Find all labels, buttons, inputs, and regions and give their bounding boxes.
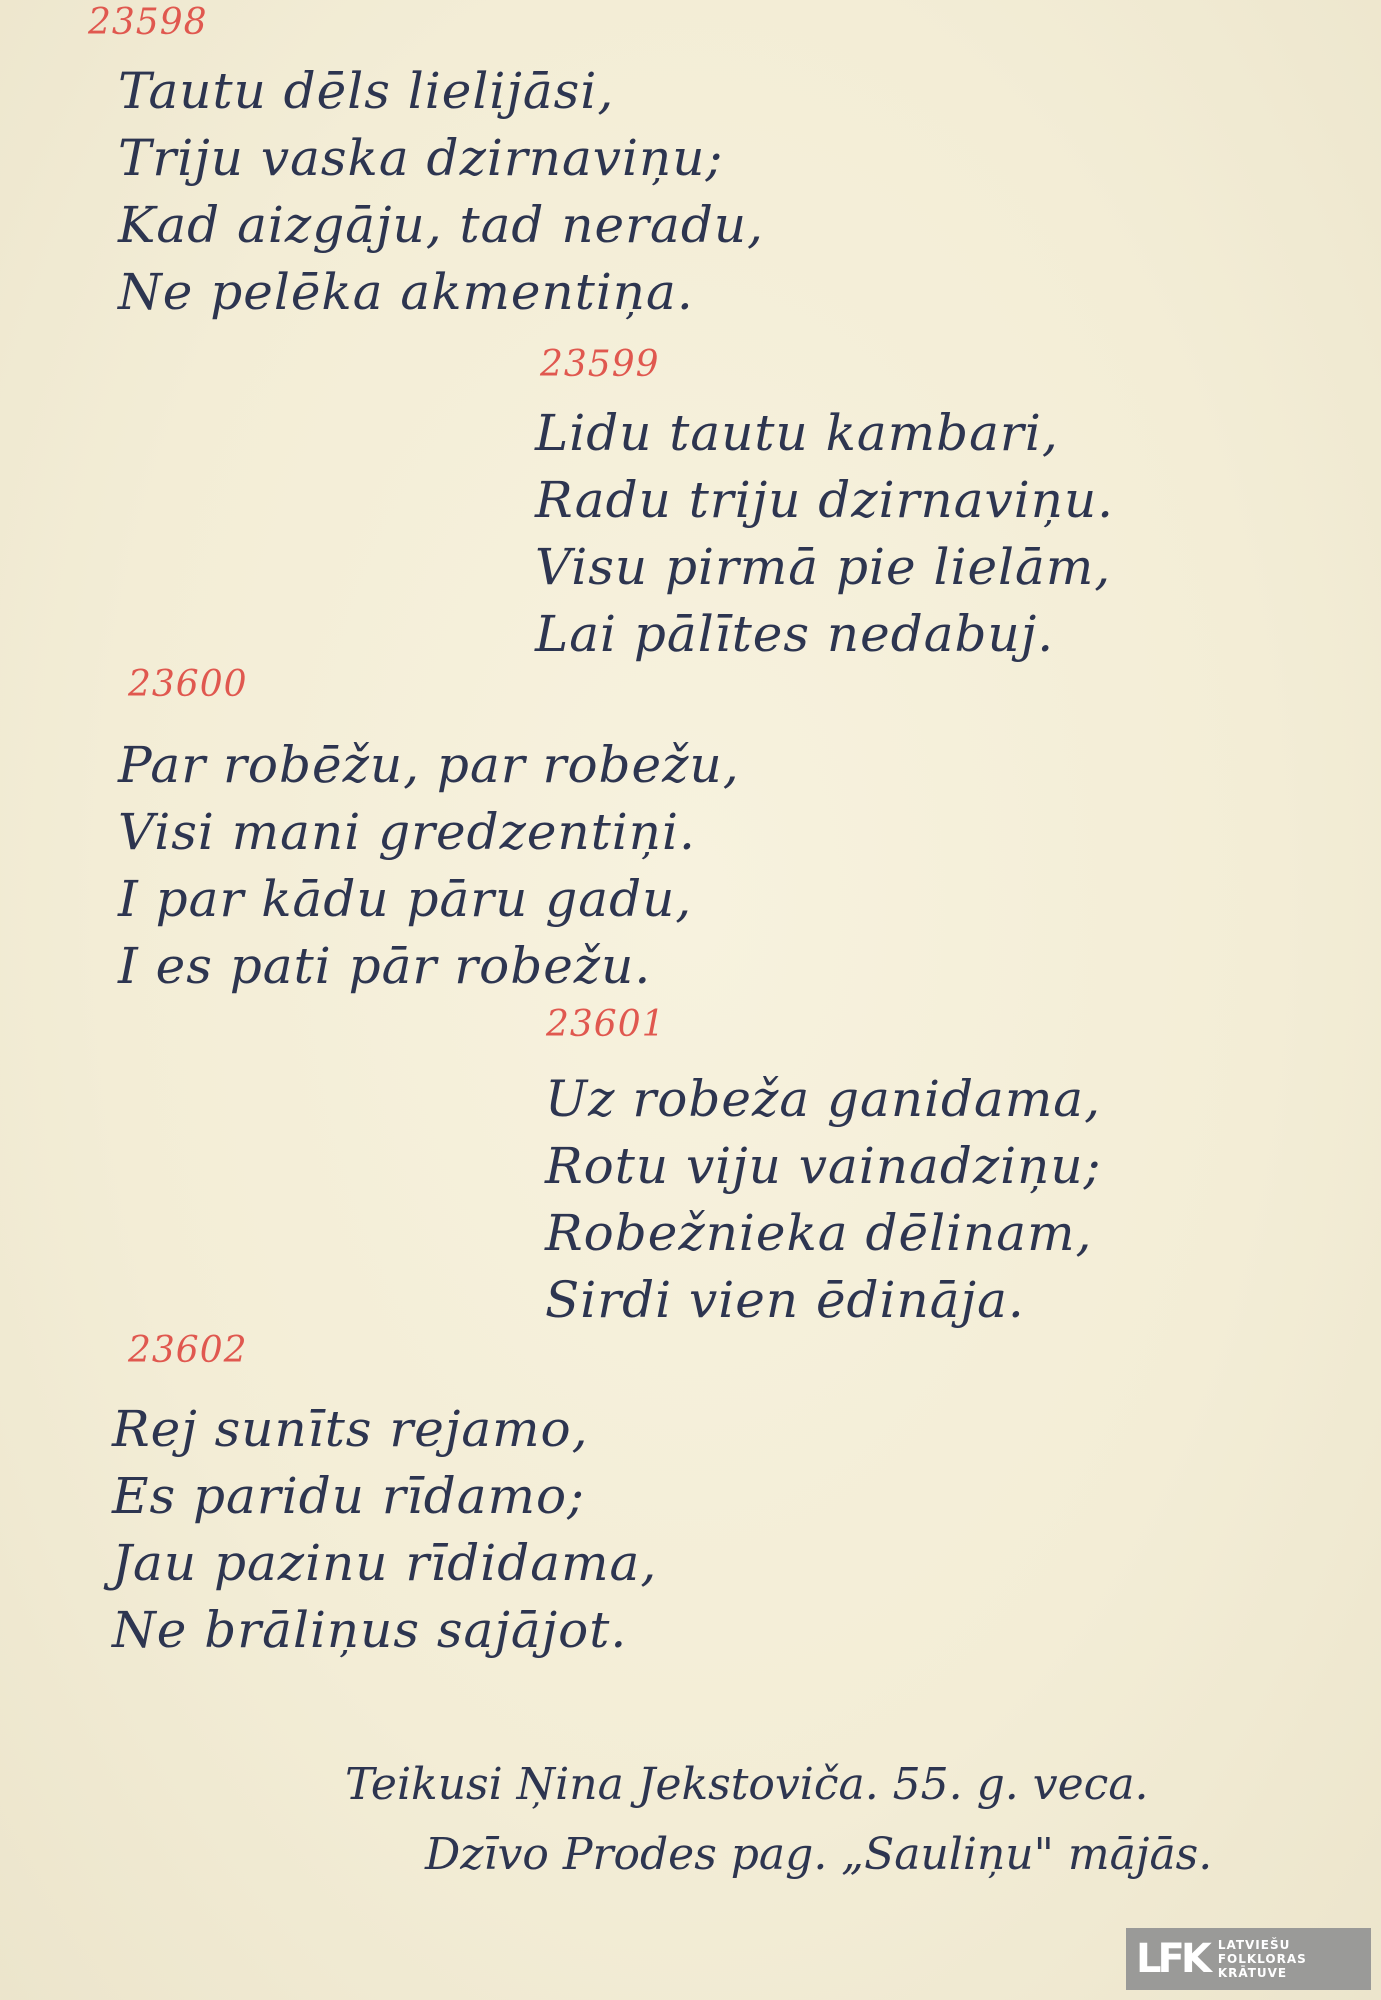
- entry-number: 23602: [128, 1330, 248, 1371]
- informant-note: [345, 1750, 1212, 1890]
- entry-number: 23598: [88, 2, 208, 43]
- entry-number: 23601: [546, 1004, 666, 1045]
- stanza-line: I es pati pār robežu.: [118, 937, 652, 995]
- archive-logo: [1126, 1928, 1371, 1990]
- stanza-line: Uz robeža ganidama,: [545, 1070, 1101, 1128]
- entry-number: 23600: [128, 664, 248, 705]
- stanza-line: Jau pazinu rīdidama,: [112, 1534, 658, 1592]
- stanza-line: Rotu viju vainadziņu;: [545, 1137, 1102, 1195]
- logo-line: LATVIEŠU: [1217, 1938, 1291, 1952]
- entry-number: 23599: [540, 344, 660, 385]
- stanza-line: Rej sunīts rejamo,: [112, 1400, 589, 1458]
- stanza: [112, 1396, 657, 1664]
- stanza-line: Tautu dēls lielijāsi,: [118, 62, 615, 120]
- logo-line: FOLKLORAS: [1217, 1952, 1307, 1966]
- stanza: [535, 400, 1114, 668]
- stanza-line: Robežnieka dēlinam,: [545, 1204, 1093, 1262]
- stanza-line: Visu pirmā pie lielām,: [535, 538, 1112, 596]
- stanza-line: Es paridu rīdamo;: [112, 1467, 585, 1525]
- stanza-line: Ne pelēka akmentiņa.: [118, 263, 694, 321]
- stanza-line: Kad aizgāju, tad neradu,: [118, 196, 764, 254]
- stanza-line: Radu triju dzirnaviņu.: [535, 471, 1115, 529]
- stanza-line: Ne brāliņus sajājot.: [112, 1601, 628, 1659]
- stanza-line: Lidu tautu kambari,: [535, 404, 1059, 462]
- logo-text: [1218, 1938, 1307, 1980]
- stanza-line: Visi mani gredzentiņi.: [118, 803, 696, 861]
- logo-line: KRĀTUVE: [1217, 1966, 1288, 1980]
- stanza: [118, 732, 740, 1000]
- stanza: [118, 58, 764, 326]
- stanza-line: I par kādu pāru gadu,: [118, 870, 693, 928]
- informant-line: Teikusi Ņina Jekstoviča. 55. g. veca.: [345, 1759, 1149, 1810]
- lfk-logo-icon: LFK: [1136, 1936, 1208, 1982]
- stanza-line: Sirdi vien ēdināja.: [545, 1271, 1025, 1329]
- stanza: [545, 1066, 1101, 1334]
- stanza-line: Par robēžu, par robežu,: [118, 736, 740, 794]
- stanza-line: Triju vaska dzirnaviņu;: [118, 129, 724, 187]
- residence-line: Dzīvo Prodes pag. „Sauliņu" mājās.: [425, 1829, 1213, 1880]
- stanza-line: Lai pālītes nedabuj.: [535, 605, 1055, 663]
